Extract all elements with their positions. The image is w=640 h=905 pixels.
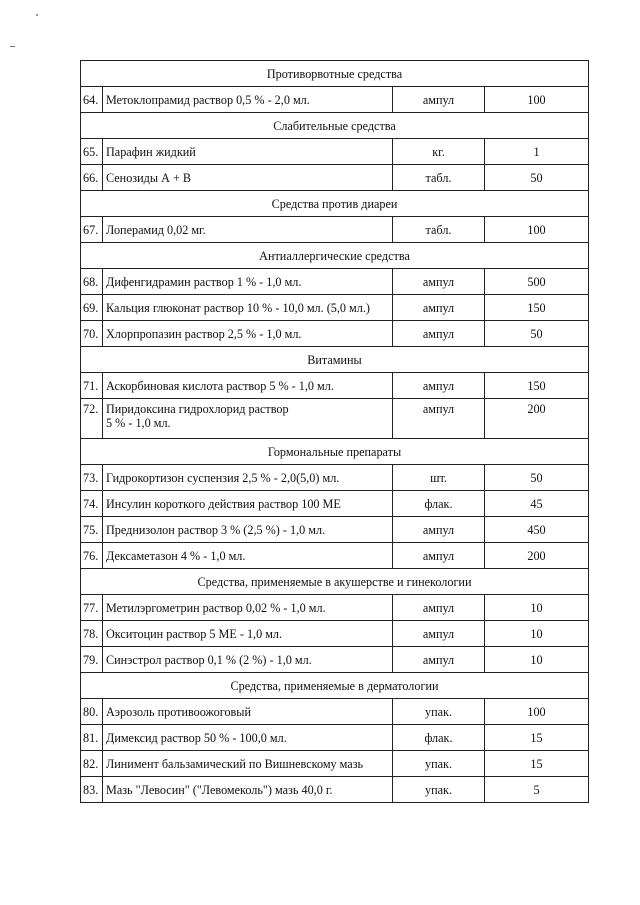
- table-row: [81, 373, 589, 399]
- table-row: [81, 699, 589, 725]
- unit-cell: ампул: [393, 647, 485, 673]
- drug-name: Лоперамид 0,02 мг.: [103, 217, 393, 243]
- drug-name: Мазь "Левосин" ("Левомеколь") мазь 40,0 г.: [103, 777, 393, 803]
- section-header-row: [81, 243, 589, 269]
- drug-name: Метилэргометрин раствор 0,02 % - 1,0 мл.: [103, 595, 393, 621]
- quantity-cell: 150: [485, 295, 589, 321]
- section-header-row: [81, 61, 589, 87]
- section-header-row: [81, 113, 589, 139]
- row-number: 72.: [81, 399, 103, 439]
- row-number: 70.: [81, 321, 103, 347]
- section-title: Средства, применяемые в акушерстве и гинекологии: [81, 569, 589, 595]
- drug-name: Сенозиды А + В: [103, 165, 393, 191]
- drug-name: Гидрокортизон суспензия 2,5 % - 2,0(5,0) мл.: [103, 465, 393, 491]
- unit-cell: ампул: [393, 543, 485, 569]
- drug-name: [103, 399, 393, 439]
- table-row: [81, 269, 589, 295]
- quantity-cell: 450: [485, 517, 589, 543]
- section-title: Антиаллергические средства: [81, 243, 589, 269]
- drug-name: Кальция глюконат раствор 10 % - 10,0 мл. (5,0 мл.): [103, 295, 393, 321]
- drug-name: Аэрозоль противоожоговый: [103, 699, 393, 725]
- table-row: [81, 139, 589, 165]
- medicines-table: [80, 60, 589, 803]
- unit-cell: табл.: [393, 217, 485, 243]
- drug-name: Окситоцин раствор 5 МЕ - 1,0 мл.: [103, 621, 393, 647]
- quantity-cell: 200: [485, 543, 589, 569]
- row-number: 67.: [81, 217, 103, 243]
- table-row: [81, 295, 589, 321]
- row-number: 68.: [81, 269, 103, 295]
- row-number: 78.: [81, 621, 103, 647]
- unit-cell: флак.: [393, 491, 485, 517]
- drug-name: Линимент бальзамический по Вишневскому мазь: [103, 751, 393, 777]
- unit-cell: флак.: [393, 725, 485, 751]
- row-number: 74.: [81, 491, 103, 517]
- quantity-cell: 15: [485, 725, 589, 751]
- unit-cell: упак.: [393, 699, 485, 725]
- drug-name: Парафин жидкий: [103, 139, 393, 165]
- drug-name-line: 5 % - 1,0 мл.: [106, 416, 171, 430]
- drug-name: Инсулин короткого действия раствор 100 МЕ: [103, 491, 393, 517]
- row-number: 80.: [81, 699, 103, 725]
- section-header-row: [81, 191, 589, 217]
- section-title: Гормональные препараты: [81, 439, 589, 465]
- row-number: 77.: [81, 595, 103, 621]
- unit-cell: упак.: [393, 751, 485, 777]
- drug-name: Аскорбиновая кислота раствор 5 % - 1,0 мл.: [103, 373, 393, 399]
- row-number: 69.: [81, 295, 103, 321]
- table-row: [81, 491, 589, 517]
- quantity-cell: 15: [485, 751, 589, 777]
- drug-name: Дексаметазон 4 % - 1,0 мл.: [103, 543, 393, 569]
- quantity-cell: 500: [485, 269, 589, 295]
- table-row: [81, 595, 589, 621]
- row-number: 76.: [81, 543, 103, 569]
- section-header-row: [81, 673, 589, 699]
- row-number: 66.: [81, 165, 103, 191]
- table-row: [81, 399, 589, 439]
- unit-cell: ампул: [393, 399, 485, 439]
- unit-cell: упак.: [393, 777, 485, 803]
- row-number: 71.: [81, 373, 103, 399]
- table-row: [81, 751, 589, 777]
- quantity-cell: 100: [485, 217, 589, 243]
- row-number: 64.: [81, 87, 103, 113]
- drug-name: Дифенгидрамин раствор 1 % - 1,0 мл.: [103, 269, 393, 295]
- unit-cell: ампул: [393, 87, 485, 113]
- unit-cell: ампул: [393, 595, 485, 621]
- table-row: [81, 621, 589, 647]
- unit-cell: ампул: [393, 517, 485, 543]
- row-number: 82.: [81, 751, 103, 777]
- row-number: 81.: [81, 725, 103, 751]
- quantity-cell: 150: [485, 373, 589, 399]
- section-title: Витамины: [81, 347, 589, 373]
- row-number: 65.: [81, 139, 103, 165]
- quantity-cell: 50: [485, 465, 589, 491]
- drug-name-line: Пиридоксина гидрохлорид раствор: [106, 402, 289, 416]
- row-number: 73.: [81, 465, 103, 491]
- drug-name: Хлорпропазин раствор 2,5 % - 1,0 мл.: [103, 321, 393, 347]
- quantity-cell: 1: [485, 139, 589, 165]
- table-row: [81, 321, 589, 347]
- table-row: [81, 465, 589, 491]
- section-title: Средства против диареи: [81, 191, 589, 217]
- unit-cell: ампул: [393, 373, 485, 399]
- drug-name: Преднизолон раствор 3 % (2,5 %) - 1,0 мл.: [103, 517, 393, 543]
- quantity-cell: 10: [485, 647, 589, 673]
- table-row: [81, 777, 589, 803]
- table-row: [81, 165, 589, 191]
- scan-speck: [10, 46, 15, 47]
- section-title: Слабительные средства: [81, 113, 589, 139]
- section-title: Средства, применяемые в дерматологии: [81, 673, 589, 699]
- section-title: Противорвотные средства: [81, 61, 589, 87]
- table-row: [81, 725, 589, 751]
- table-row: [81, 647, 589, 673]
- drug-name: Синэстрол раствор 0,1 % (2 %) - 1,0 мл.: [103, 647, 393, 673]
- section-header-row: [81, 347, 589, 373]
- unit-cell: кг.: [393, 139, 485, 165]
- quantity-cell: 50: [485, 321, 589, 347]
- unit-cell: шт.: [393, 465, 485, 491]
- unit-cell: ампул: [393, 621, 485, 647]
- unit-cell: табл.: [393, 165, 485, 191]
- unit-cell: ампул: [393, 295, 485, 321]
- row-number: 75.: [81, 517, 103, 543]
- quantity-cell: 10: [485, 595, 589, 621]
- drug-name: Димексид раствор 50 % - 100,0 мл.: [103, 725, 393, 751]
- row-number: 79.: [81, 647, 103, 673]
- table-row: [81, 87, 589, 113]
- quantity-cell: 100: [485, 87, 589, 113]
- drug-name: Метоклопрамид раствор 0,5 % - 2,0 мл.: [103, 87, 393, 113]
- section-header-row: [81, 569, 589, 595]
- quantity-cell: 5: [485, 777, 589, 803]
- quantity-cell: 100: [485, 699, 589, 725]
- quantity-cell: 45: [485, 491, 589, 517]
- table-row: [81, 517, 589, 543]
- unit-cell: ампул: [393, 321, 485, 347]
- quantity-cell: 10: [485, 621, 589, 647]
- section-header-row: [81, 439, 589, 465]
- table-row: [81, 543, 589, 569]
- quantity-cell: 200: [485, 399, 589, 439]
- table-row: [81, 217, 589, 243]
- unit-cell: ампул: [393, 269, 485, 295]
- row-number: 83.: [81, 777, 103, 803]
- scan-speck: [36, 14, 38, 16]
- quantity-cell: 50: [485, 165, 589, 191]
